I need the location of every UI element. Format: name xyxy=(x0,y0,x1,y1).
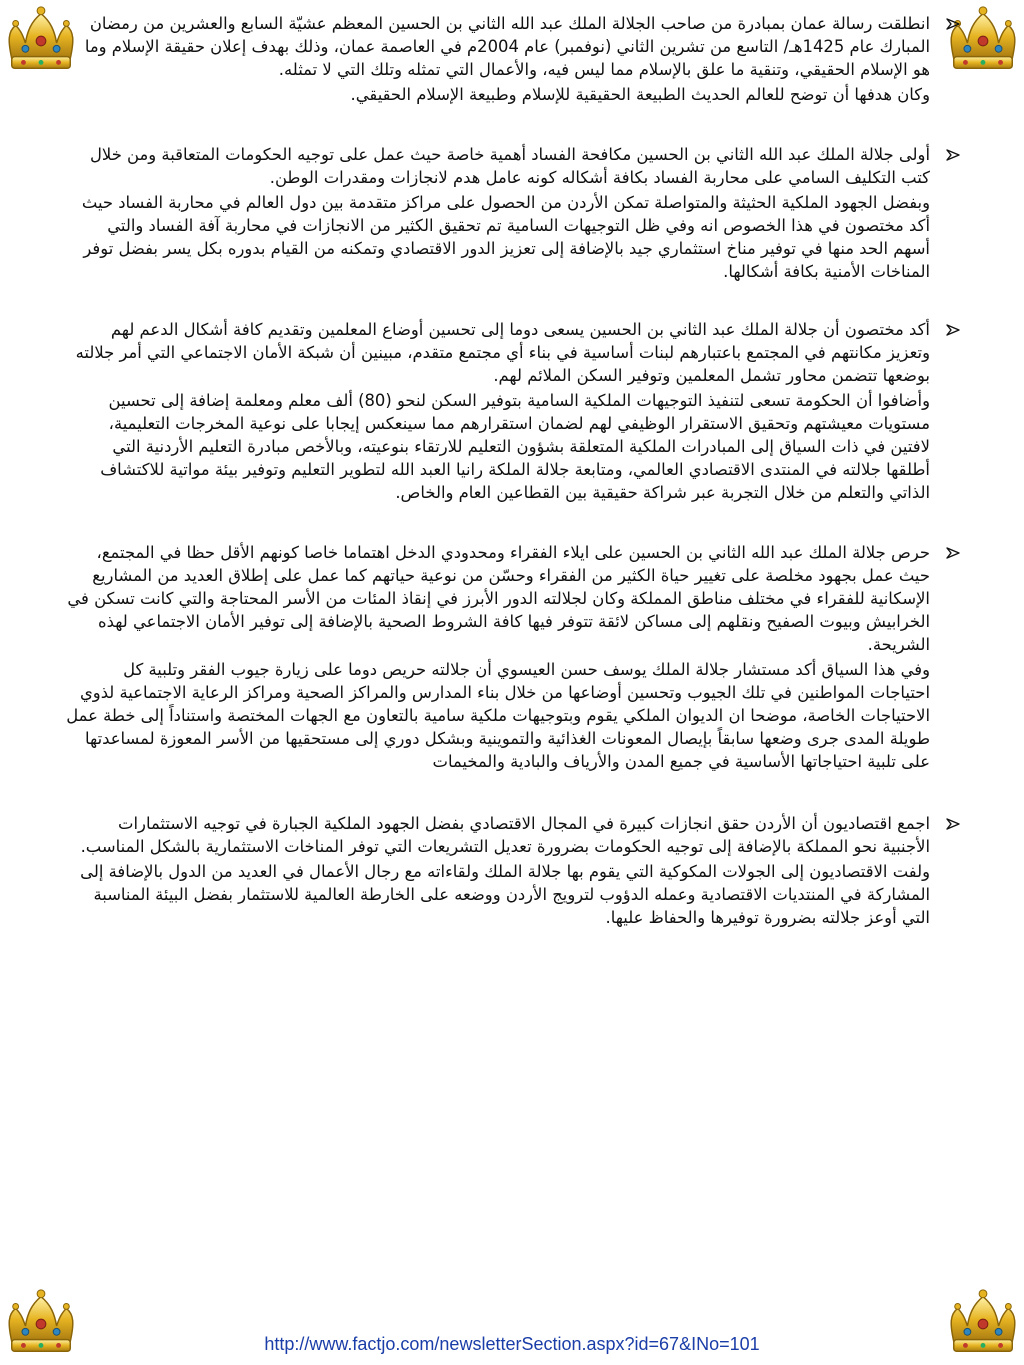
document-body xyxy=(66,12,960,929)
paragraph: وفي هذا السياق أكد مستشار جلالة الملك يوسف حسن العيسوي أن جلالته حريص دوما على زيارة جيوب الفقر وتلبية كل احتياجات المواطنين في تلك الجيوب وتحسين أوضاعها من خلال بناء المدارس والمراكز الصحية ومراكز الرعاية الاجتماعية لذوي الاحتياجات الخاصة، موضحا ان الديوان الملكي يقوم وبتوجيهات ملكية سامية بالتعاون مع الجهات المختصة واستناداً إلى خطة عمل طويلة المدى جرى وضعها سابقاً بإيصال المعونات الغذائية والتموينية وبشكل دوري إلى مستحقيها من الأسر المعوزة لمساعدتها على تلبية احتياجاتها الأساسية في جميع المدن والأرياف والبادية والمخيمات xyxy=(66,660,930,771)
section-poverty xyxy=(66,541,960,773)
paragraph: وكان هدفها أن توضح للعالم الحديث الطبيعة الحقيقية للإسلام وطبيعة الإسلام الحقيقي. xyxy=(350,85,930,104)
source-url-link[interactable]: http://www.factjo.com/newsletterSection.aspx?id=67&INo=101 xyxy=(264,1334,760,1354)
arrow-bullet-icon xyxy=(946,547,960,559)
paragraph: أكد مختصون أن جلالة الملك عبد الثاني بن الحسين يسعى دوما إلى تحسين أوضاع المعلمين وتقديم كافة أشكال الدعم لهم وتعزيز مكانتهم في المجتمع باعتبارهم لبنات أساسية في بناء أي مجتمع متقدم، مبينين أن شبكة الأمان الاجتماعي التي أمر جلالته بوضعها تتضمن محاور تشمل المعلمين وتوفير السكن الملائم لهم. xyxy=(75,320,930,385)
paragraph: وأضافوا أن الحكومة تسعى لتنفيذ التوجيهات الملكية السامية بتوفير السكن لنحو (80) ألف معلم ومعلمة إضافة إلى تحسين مستويات معيشتهم وتحقيق الاستقرار الوظيفي لهم لضمان استقرارهم مما سينعكس إيجابا على نوعية المخرجات التعليمية، لافتين في ذات السياق إلى المبادرات الملكية المتعلقة بشؤون التعليم للارتقاء بنوعيته، وبالأخص مبادرة التعليم الأردنية التي أطلقها جلالته في المنتدى الاقتصادي العالمي، ومتابعة جلالة الملكة رانيا العبد الله لتطوير التعليم وتوفير بيئة مواتية للاكتشاف الذاتي والتعلم من خلال التجربة عبر شراكة حقيقية بين القطاعين العام والخاص. xyxy=(100,391,930,502)
section-economy xyxy=(66,812,960,929)
arrow-bullet-icon xyxy=(946,324,960,336)
paragraph: اجمع اقتصاديون أن الأردن حقق انجازات كبيرة في المجال الاقتصادي بفضل الجهود الملكية الجبارة في توجيه الاستثمارات الأجنبية نحو المملكة بالإضافة إلى توجيه الحكومات بضرورة تعديل التشريعات التي توفر المناخات الاستثمارية بالشكل المناسب. xyxy=(80,814,930,856)
section-teachers xyxy=(66,318,960,504)
paragraph: حرص جلالة الملك عبد الله الثاني بن الحسين على ايلاء الفقراء ومحدودي الدخل اهتماما خاصا كونهم الأقل حظا في المجتمع، حيث عمل بجهود مخلصة على تغيير حياة الكثير من الفقراء وحسّن من نوعية حياتهم كما عمل على إطلاق العديد من المشاريع الإسكانية للفقراء في مختلف مناطق المملكة وكان لجلالته الدور الأبرز في إنقاذ المئات من الأسر المحتاجة والتي كانت تسكن في الخرابيش وبيوت الصفيح ونقلهم إلى مساكن لائقة تتوفر فيها كافة الشروط الصحية بالإضافة إلى توفير الأمان الاجتماعي لهذه الشريحة. xyxy=(67,543,930,654)
paragraph: ولفت الاقتصاديون إلى الجولات المكوكية التي يقوم بها جلالة الملك ولقاءاته مع رجال الأعمال في العديد من الدول بالإضافة إلى المشاركة في المنتديات الاقتصادية وعمله الدؤوب لترويج الأردن ووضعه على الخارطة العالمية للاستثمار بفضل البيئة المناسبة التي أوعز جلالته بضرورة توفيرها والحفاظ عليها. xyxy=(80,862,930,927)
section-anti-corruption xyxy=(66,143,960,283)
paragraph: أولى جلالة الملك عبد الله الثاني بن الحسين مكافحة الفساد أهمية خاصة حيث عمل على توجيه الحكومات المتعاقبة ومن خلال كتب التكليف السامي على محاربة الفساد بكافة أشكاله كونه عامل هدم لانجازات ومقدرات الوطن. xyxy=(90,145,930,187)
paragraph: انطلقت رسالة عمان بمبادرة من صاحب الجلالة الملك عبد الله الثاني بن الحسين المعظم عشيّة السابع والعشرين من رمضان المبارك عام 1425هـ/ التاسع من تشرين الثاني (نوفمبر) عام 2004م في العاصمة عمان، وذلك بهدف إعلان حقيقة الإسلام وما هو الإسلام الحقيقي، وتنقية ما علق بالإسلام مما ليس فيه، والأعمال التي تمثله وتلك التي لا تمثله. xyxy=(84,14,930,79)
arrow-bullet-icon xyxy=(946,818,960,830)
arrow-bullet-icon xyxy=(946,18,960,30)
arrow-bullet-icon xyxy=(946,149,960,161)
paragraph: وبفضل الجهود الملكية الحثيثة والمتواصلة تمكن الأردن من الحصول على مراكز متقدمة بين دول العالم في محاربة الفساد حيث أكد مختصون في هذا الخصوص انه وفي ظل التوجيهات السامية تم تحقيق الكثير من الانجازات في محاربة آفة الفساد والتي أسهم الحد منها في توفير مناخ استثماري جيد بالإضافة إلى تعزيز الدور الاقتصادي وتمكنه من القيام بدوره بكل يسر بفضل توفر المناخات الأمنية بكافة أشكالها. xyxy=(81,193,930,281)
section-amman-message xyxy=(66,12,960,106)
